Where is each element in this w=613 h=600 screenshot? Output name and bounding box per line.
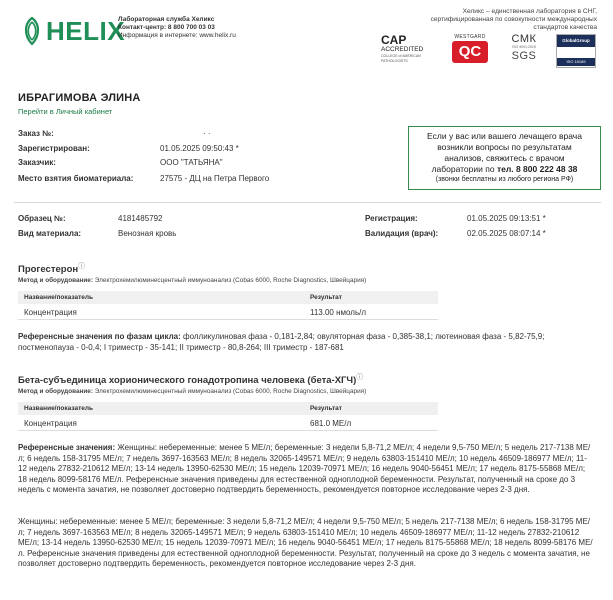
info-icon[interactable]: ⓘ <box>356 374 364 381</box>
reference-text: Женщины: небеременные: менее 5 МЕ/л; беременные: 3 недели 5,8-71,2 МЕ/л; 4 недели 9,5-750 МЕ/л; 5 недель 217-7138 МЕ/л; 6 недель 158-31795 МЕ/л; 7 недель 3697-163563 МЕ/л; 8 недель 32065-149571 МЕ/л; 9 недель 63803-151410 МЕ/л; 10 недель 46509-186977 МЕ/л; 11-12 недель 27832-210612 МЕ/л; 13-14 недель 13950-62530 МЕ/л; 15 недель 12039-70971 МЕ/л; 16 недель 9040-56451 МЕ/л; 17 недель 8175-55868 МЕ/л; 18 недель 8099-58176 МЕ/л. Референсные значения приведены для естественной одноплодной беременности. Результат, полученный на сроке до 3 недель с момента зачатия, не позволяет достоверно подтвердить беременность, рекомендуется повторное исследование через 2-3 дня. <box>18 517 593 568</box>
smk-iso: ISO 9001:2015 <box>512 45 536 49</box>
contact-note: (звонки бесплатны из любого региона РФ) <box>435 176 574 183</box>
sample-number-label: Образец №: <box>18 214 66 223</box>
helix-logo <box>20 14 126 50</box>
tagline-line: стандартов качества <box>533 24 597 31</box>
smk-sgs-badge <box>501 34 547 68</box>
material-value: Венозная кровь <box>118 229 177 238</box>
cap-title: CAP <box>381 33 407 47</box>
test-title-text: Прогестерон <box>18 264 79 276</box>
reference-values <box>18 332 594 353</box>
column-header-result: Результат <box>310 405 342 412</box>
row-parameter: Концентрация <box>24 308 77 317</box>
registration-value: 01.05.2025 09:13:51 * <box>467 214 546 223</box>
brand-name: HELIX <box>46 16 126 46</box>
cap-subtitle: ACCREDITED <box>381 46 424 53</box>
method-line <box>18 388 366 395</box>
test-title-progesterone <box>18 261 85 275</box>
divider <box>14 202 601 203</box>
personal-cabinet-link[interactable]: Перейти в Личный кабинет <box>18 107 113 116</box>
reference-label: Референсные значения: <box>18 443 116 452</box>
lab-contact-info <box>118 16 236 40</box>
customer-value: ООО "ТАТЬЯНА" <box>160 158 223 167</box>
validation-row <box>365 229 601 239</box>
row-result: 113.00 нмоль/л <box>310 308 367 317</box>
iso-15189-badge <box>556 34 596 68</box>
method-label: Метод и оборудование: <box>18 388 93 395</box>
iso-label: ISO 15189 <box>557 58 595 66</box>
cap-college: COLLEGE of AMERICAN PATHOLOGISTS <box>381 54 421 63</box>
tagline-line: сертифицированная по совокупности международных <box>430 16 597 23</box>
table-row <box>18 304 438 320</box>
test-title-beta-hcg <box>18 372 363 386</box>
smk-title: СМК <box>511 33 537 45</box>
registered-label: Зарегистрирован: <box>18 144 90 153</box>
contact-text: лаборатории по <box>431 164 495 174</box>
collection-place-row <box>18 174 398 184</box>
helix-leaf-icon <box>20 16 44 46</box>
info-icon[interactable]: ⓘ <box>78 263 86 270</box>
patient-name: ИБРАГИМОВА ЭЛИНА <box>18 92 141 104</box>
contact-text: анализов, свяжитесь с врачом <box>444 153 565 163</box>
contact-text: возникли вопросы по результатам <box>437 142 572 152</box>
reference-label: Референсные значения по фазам цикла: <box>18 332 181 341</box>
sample-number-row <box>18 214 278 224</box>
registered-value: 01.05.2025 09:50:43 * <box>160 144 239 153</box>
column-header-name: Название/показатель <box>24 294 94 301</box>
order-number-value: · · <box>203 129 211 138</box>
material-row <box>18 229 278 239</box>
column-header-name: Название/показатель <box>24 405 94 412</box>
westgard-title: WESTGARD <box>454 34 486 40</box>
order-number-label: Заказ №: <box>18 129 54 138</box>
cap-accredited-badge <box>381 34 439 68</box>
collection-place-value: 27575 - ДЦ на Петра Первого <box>160 174 270 183</box>
registration-row <box>365 214 601 224</box>
doctor-phone[interactable]: тел. 8 800 222 48 38 <box>496 164 578 174</box>
westgard-mark: QC <box>452 41 488 63</box>
reference-text: Женщины: небеременные: менее 5 МЕ/л; беременные: 3 недели 5,8-71,2 МЕ/л; 4 недели 9,5-750 МЕ/л; 5 недель 217-7138 МЕ/л; 6 недель 158-31795 МЕ/л; 7 недель 3697-163563 МЕ/л; 8 недель 32065-149571 МЕ/л; 9 недель 63803-151410 МЕ/л; 10 недель 46509-186977 МЕ/л; 11-12 недель 27832-210612 МЕ/л; 13-14 недель 13950-62530 МЕ/л; 15 недель 12039-70971 МЕ/л; 16 недель 9040-56451 МЕ/л; 17 недель 8175-55868 МЕ/л; 18 недель 8099-58176 МЕ/л. Референсные значения приведены для естественной одноплодной беременности. Результат, полученный на сроке до 3 недель с момента зачатия, не позволяет достоверно подтвердить беременность, рекомендуется повторное исследование через 2-3 дня. <box>18 443 591 494</box>
westgard-qc-badge <box>447 34 493 68</box>
method-line <box>18 277 366 284</box>
reference-values <box>18 443 594 496</box>
column-header-result: Результат <box>310 294 342 301</box>
reference-text: фолликулиновая фаза - 0,181-2,84; овуляторная фаза - 0,385-38,1; лютеиновая фаза - 5,82-75,9; постменопауза - 0-0,4; I триместр - 35-141; II триместр - 80,8-264; III триместр - 187-681 <box>18 332 545 352</box>
material-label: Вид материала: <box>18 229 82 238</box>
test-title-text: Бета-субъединица хорионического гонадотропина человека (бета-ХГЧ) <box>18 375 357 387</box>
method-value: Электрохемилюминесцентный иммуноанализ (Cobas 6000, Roche Diagnostics, Швейцария) <box>94 277 367 284</box>
tagline-line: Хеликс – единственная лаборатория в СНГ, <box>462 8 597 15</box>
customer-label: Заказчик: <box>18 158 56 167</box>
collection-place-label: Место взятия биоматериала: <box>18 174 134 183</box>
result-table <box>18 291 438 320</box>
order-number-row <box>18 129 398 139</box>
quality-tagline <box>362 8 597 32</box>
contact-center: Контакт-центр: 8 800 700 03 03 <box>118 24 215 31</box>
row-result: 681.0 МЕ/л <box>310 419 352 428</box>
table-header <box>18 402 438 415</box>
certification-badges <box>381 34 601 70</box>
validation-label: Валидация (врач): <box>365 229 439 238</box>
contact-text: Если у вас или вашего лечащего врача <box>427 131 582 141</box>
lab-name: Лабораторная служба Хеликс <box>118 16 215 23</box>
sample-number-value: 4181485792 <box>118 214 163 223</box>
table-row <box>18 415 438 431</box>
method-value: Электрохемилюминесцентный иммуноанализ (Cobas 6000, Roche Diagnostics, Швейцария) <box>94 388 367 395</box>
customer-row <box>18 158 398 168</box>
result-table <box>18 402 438 431</box>
registered-row <box>18 144 398 154</box>
table-header <box>18 291 438 304</box>
validation-value: 02.05.2025 08:07:14 * <box>467 229 546 238</box>
website-info: Информация в интернете: www.helix.ru <box>118 32 236 39</box>
doctor-contact-box <box>408 126 601 190</box>
smk-sgs: SGS <box>511 50 537 62</box>
method-label: Метод и оборудование: <box>18 277 93 284</box>
global-group-title: GlobalGroup <box>557 35 595 47</box>
report-header <box>0 0 613 70</box>
row-parameter: Концентрация <box>24 419 77 428</box>
reference-values-repeat <box>18 517 594 570</box>
registration-label: Регистрация: <box>365 214 418 223</box>
